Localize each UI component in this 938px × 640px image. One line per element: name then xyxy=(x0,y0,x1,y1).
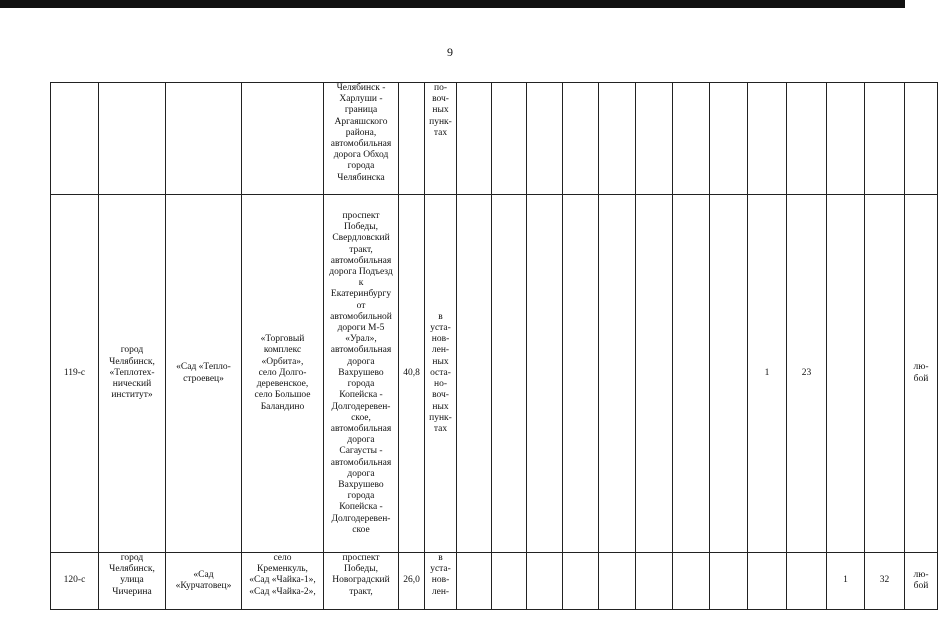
empty-cell xyxy=(492,195,527,553)
streets-cell: Челябинск - Харлуши - граница Аргаяшского района, автомобильная дорога Обход города Челябинска xyxy=(324,83,399,195)
table-row xyxy=(51,83,938,195)
empty-cell xyxy=(636,83,673,195)
route-length-cell: 26,0 xyxy=(399,553,425,610)
vehicle-count-cell: 1 xyxy=(827,553,865,610)
empty-cell xyxy=(710,553,748,610)
vehicle-class-cell: лю- бой xyxy=(905,553,938,610)
scan-top-border xyxy=(0,0,905,8)
empty-cell xyxy=(710,83,748,195)
empty-cell xyxy=(827,195,865,553)
vehicle-capacity-cell: 32 xyxy=(865,553,905,610)
empty-cell xyxy=(563,83,599,195)
empty-cell xyxy=(673,83,710,195)
end-point-cell: «Сад «Тепло- строевец» xyxy=(166,195,242,553)
empty-cell xyxy=(748,553,787,610)
empty-cell xyxy=(599,83,636,195)
empty-cell xyxy=(673,553,710,610)
empty-cell xyxy=(599,195,636,553)
start-point-cell xyxy=(99,83,166,195)
intermediate-stops-cell: село Кременкуль, «Сад «Чайка-1», «Сад «Чайка-2», xyxy=(242,553,324,610)
table-row xyxy=(51,553,938,610)
start-point-cell: город Челябинск, улица Чичерина xyxy=(99,553,166,610)
empty-cell xyxy=(492,83,527,195)
page-number: 9 xyxy=(447,45,453,59)
vehicle-count-cell: 1 xyxy=(748,195,787,553)
vehicle-capacity-cell: 23 xyxy=(787,195,827,553)
vehicle-count-cell xyxy=(787,83,827,195)
empty-cell xyxy=(748,83,787,195)
table-row xyxy=(51,195,938,553)
empty-cell xyxy=(636,195,673,553)
empty-cell xyxy=(457,83,492,195)
boarding-order-cell: в уста- нов- лен- xyxy=(425,553,457,610)
route-number-cell: 119-с xyxy=(51,195,99,553)
vehicle-class-cell xyxy=(905,83,938,195)
empty-cell xyxy=(865,195,905,553)
route-number-cell xyxy=(51,83,99,195)
route-number-cell: 120-с xyxy=(51,553,99,610)
empty-cell xyxy=(527,553,563,610)
empty-cell xyxy=(563,195,599,553)
empty-cell xyxy=(527,195,563,553)
empty-cell xyxy=(710,195,748,553)
empty-cell xyxy=(673,195,710,553)
intermediate-stops-cell xyxy=(242,83,324,195)
streets-cell: проспект Победы, Новоградский тракт, xyxy=(324,553,399,610)
empty-cell xyxy=(787,553,827,610)
end-point-cell: «Сад «Курчатовец» xyxy=(166,553,242,610)
empty-cell xyxy=(599,553,636,610)
empty-cell xyxy=(865,83,905,195)
empty-cell xyxy=(636,553,673,610)
streets-cell: проспект Победы, Свердловский тракт, автомобильная дорога Подъезд к Екатеринбургу от автомобильной дороги М-5 «Урал», автомобильная дорога Вахрушево города Копейска - Долгодеревен- ское, автомобильная дорога Сагаусты - автомобильная дорога Вахрушево города Копейска - Долгодеревен- ское xyxy=(324,195,399,553)
intermediate-stops-cell: «Торговый комплекс «Орбита», село Долго- деревенское, село Большое Баландино xyxy=(242,195,324,553)
start-point-cell: город Челябинск, «Теплотех- нический институт» xyxy=(99,195,166,553)
end-point-cell xyxy=(166,83,242,195)
routes-table xyxy=(50,82,938,610)
vehicle-class-cell: лю- бой xyxy=(905,195,938,553)
empty-cell xyxy=(457,195,492,553)
route-length-cell xyxy=(399,83,425,195)
empty-cell xyxy=(527,83,563,195)
boarding-order-cell: по- воч- ных пунк- тах xyxy=(425,83,457,195)
boarding-order-cell: в уста- нов- лен- ных оста- но- воч- ных пунк- тах xyxy=(425,195,457,553)
empty-cell xyxy=(563,553,599,610)
vehicle-capacity-cell xyxy=(827,83,865,195)
empty-cell xyxy=(457,553,492,610)
empty-cell xyxy=(492,553,527,610)
route-length-cell: 40,8 xyxy=(399,195,425,553)
